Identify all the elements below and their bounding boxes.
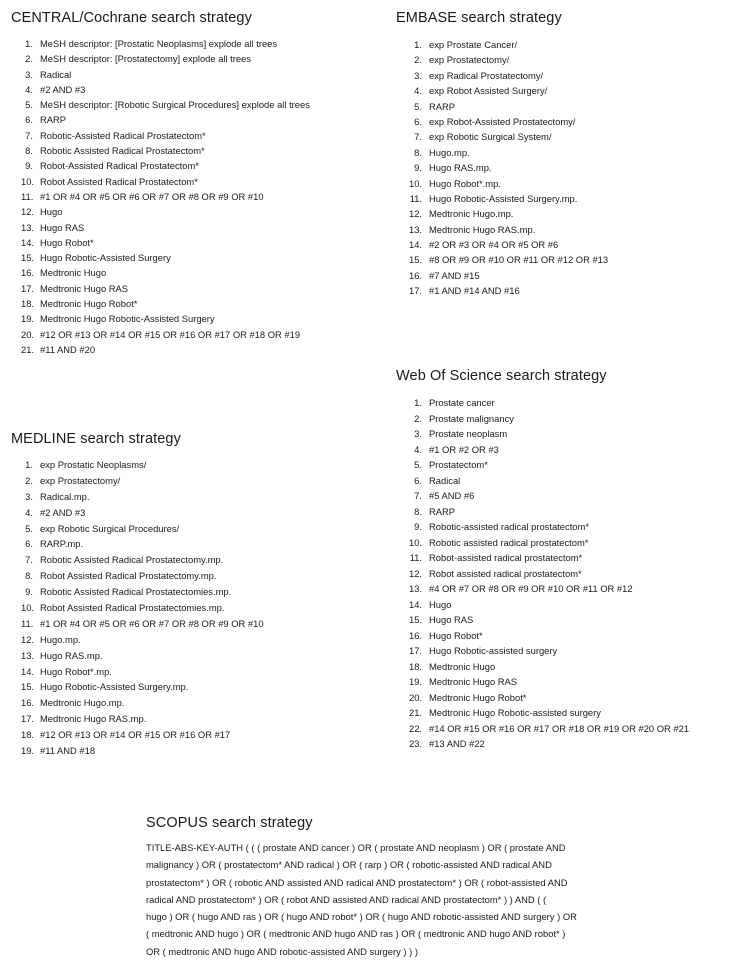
item-text: MeSH descriptor: [Robotic Surgical Procedures] explode all trees	[40, 99, 310, 111]
wos-section	[396, 368, 689, 752]
item-text: #7 AND #15	[429, 269, 480, 281]
medline-list	[21, 457, 264, 759]
item-number: 12.	[409, 208, 423, 220]
list-item	[21, 250, 310, 265]
list-item	[21, 457, 264, 473]
item-number: 10.	[409, 536, 423, 548]
scopus-query-line: hugo ) OR ( hugo AND ras ) OR ( hugo AND robot* ) OR ( hugo AND robotic-assisted AND surgery ) OR	[146, 911, 577, 923]
item-text: Hugo Robot*	[429, 629, 483, 641]
item-number: 11.	[409, 552, 422, 563]
item-text: Hugo Robotic-Assisted Surgery	[40, 252, 171, 264]
list-item	[409, 129, 608, 144]
item-number: 8.	[25, 145, 33, 157]
scopus-section	[146, 815, 686, 960]
list-item	[409, 535, 689, 551]
list-item	[21, 97, 310, 112]
item-number: 9.	[25, 160, 33, 172]
scopus-query-line: ( medtronic AND hugo ) OR ( medtronic AND hugo AND ras ) OR ( medtronic AND hugo AND robot* )	[146, 928, 566, 940]
item-text: Medtronic Hugo Robot*	[429, 691, 527, 703]
item-text: Medtronic Hugo Robotic-assisted surgery	[429, 707, 601, 718]
item-number: 4.	[25, 83, 33, 95]
list-item	[21, 128, 310, 143]
item-number: 13.	[21, 221, 35, 233]
embase-list	[409, 37, 608, 299]
item-number: 3.	[25, 490, 33, 502]
item-text: #5 AND #6	[429, 490, 475, 501]
list-item	[409, 191, 608, 206]
item-text: Hugo Robotic-Assisted Surgery.mp.	[429, 192, 578, 204]
item-text: exp Robot Assisted Surgery/	[429, 85, 548, 97]
list-item	[409, 659, 689, 675]
list-item	[21, 727, 264, 743]
item-text: Hugo Robot*.mp.	[429, 177, 501, 189]
list-item	[409, 519, 689, 535]
item-text: MeSH descriptor: [Prostatic Neoplasms] explode all trees	[40, 38, 278, 49]
list-item	[21, 220, 310, 235]
list-item	[409, 488, 689, 504]
item-number: 7.	[25, 129, 33, 141]
list-item	[21, 189, 310, 204]
list-item	[409, 581, 689, 597]
item-number: 13.	[21, 649, 35, 661]
item-text: Robotic assisted radical prostatectom*	[429, 536, 589, 548]
item-number: 7.	[414, 490, 422, 501]
item-number: 12.	[409, 567, 423, 579]
item-text: Medtronic Hugo	[40, 267, 107, 279]
list-item	[409, 83, 608, 98]
item-number: 4.	[414, 443, 422, 455]
item-number: 2.	[414, 54, 422, 66]
item-text: Medtronic Hugo RAS.mp.	[429, 223, 536, 235]
item-text: RARP	[40, 114, 67, 126]
item-text: Robot Assisted Radical Prostatectom*	[40, 175, 198, 187]
item-text: Robotic Assisted Radical Prostatectomy.mp.	[40, 554, 224, 566]
item-text: exp Robot-Assisted Prostatectomy/	[429, 115, 576, 127]
list-item	[409, 206, 608, 221]
scopus-query-line: radical AND prostatectom* ) OR ( robot AND assisted AND radical AND prostatectom* ) ) AND ( (	[146, 893, 547, 905]
item-text: Medtronic Hugo Robotic-Assisted Surgery	[40, 313, 215, 325]
item-number: 9.	[25, 586, 33, 598]
item-text: Hugo RAS	[40, 221, 85, 233]
item-number: 22.	[409, 722, 423, 734]
item-text: #2 AND #3	[40, 83, 86, 95]
item-text: Hugo Robot*.mp.	[40, 665, 112, 677]
item-number: 10.	[21, 175, 35, 187]
list-item	[21, 600, 264, 616]
item-number: 18.	[21, 729, 35, 741]
list-item	[409, 252, 608, 267]
item-text: Hugo Robot*	[40, 236, 94, 248]
wos-heading: Web Of Science search strategy	[396, 368, 607, 384]
item-text: Prostate cancer	[429, 397, 495, 408]
item-number: 5.	[414, 100, 422, 112]
item-number: 18.	[21, 298, 35, 310]
list-item	[409, 674, 689, 690]
item-text: #4 OR #7 OR #8 OR #9 OR #10 OR #11 OR #12	[429, 583, 633, 594]
list-item	[409, 612, 689, 628]
item-text: Hugo.mp.	[40, 633, 81, 645]
list-item	[409, 721, 689, 737]
item-number: 2.	[25, 53, 33, 65]
item-number: 5.	[25, 99, 33, 111]
list-item	[409, 473, 689, 489]
item-number: 15.	[21, 252, 35, 264]
item-text: Medtronic Hugo Robot*	[40, 298, 138, 310]
embase-heading: EMBASE search strategy	[396, 10, 562, 26]
list-item	[21, 711, 264, 727]
item-text: Medtronic Hugo.mp.	[429, 208, 514, 220]
medline-section	[11, 431, 264, 759]
item-number: 16.	[21, 697, 35, 709]
list-item	[21, 489, 264, 505]
item-text: Hugo.mp.	[429, 146, 470, 158]
item-text: RARP	[429, 100, 456, 112]
item-number: 1.	[25, 459, 33, 470]
item-text: RARP.mp.	[40, 538, 84, 550]
item-text: Prostatectom*	[429, 459, 488, 470]
list-item	[21, 311, 310, 326]
scopus-query-line: OR ( medtronic AND hugo AND robotic-assisted AND surgery ) ) )	[146, 945, 418, 957]
item-number: 12.	[21, 206, 35, 218]
item-text: #12 OR #13 OR #14 OR #15 OR #16 OR #17 OR #18 OR #19	[40, 328, 301, 340]
list-item	[21, 679, 264, 695]
item-number: 13.	[409, 583, 423, 594]
list-item	[409, 442, 689, 458]
item-number: 4.	[25, 506, 33, 518]
item-text: exp Radical Prostatectomy/	[429, 69, 544, 81]
item-text: #13 AND #22	[429, 738, 485, 749]
item-number: 1.	[414, 39, 422, 50]
item-text: Robot-assisted radical prostatectom*	[429, 552, 583, 563]
item-number: 11.	[21, 190, 34, 202]
item-text: Hugo Robotic-Assisted Surgery.mp.	[40, 681, 189, 693]
item-number: 20.	[21, 328, 35, 340]
list-item	[21, 648, 264, 664]
item-text: RARP	[429, 505, 456, 517]
list-item	[409, 566, 689, 582]
scopus-query-line: TITLE-ABS-KEY-AUTH ( ( ( prostate AND cancer ) OR ( prostate AND neoplasm ) OR ( prostate AND	[146, 842, 566, 853]
item-text: exp Prostatic Neoplasms/	[40, 459, 147, 470]
list-item	[409, 705, 689, 721]
wos-list	[409, 395, 689, 752]
item-text: Radical	[40, 68, 72, 80]
item-number: 11.	[409, 192, 422, 204]
item-number: 13.	[409, 223, 423, 235]
item-number: 15.	[409, 614, 423, 625]
item-text: #2 AND #3	[40, 506, 86, 518]
list-item	[409, 37, 608, 52]
item-number: 1.	[414, 397, 422, 408]
item-number: 9.	[414, 162, 422, 174]
item-text: #1 AND #14 AND #16	[429, 285, 520, 297]
list-item	[21, 568, 264, 584]
item-number: 15.	[409, 254, 423, 266]
list-item	[21, 296, 310, 311]
list-item	[21, 281, 310, 296]
list-item	[21, 82, 310, 97]
item-number: 19.	[21, 745, 35, 757]
item-text: #1 OR #2 OR #3	[429, 443, 499, 455]
item-number: 14.	[409, 239, 423, 251]
item-text: Robot Assisted Radical Prostatectomy.mp.	[40, 570, 217, 582]
list-item	[21, 143, 310, 158]
list-item	[409, 237, 608, 252]
item-text: Robot assisted radical prostatectom*	[429, 567, 582, 579]
item-text: Hugo RAS.mp.	[40, 649, 103, 661]
item-text: exp Robotic Surgical System/	[429, 131, 552, 143]
item-text: exp Prostatectomy/	[40, 474, 121, 486]
item-text: Robotic Assisted Radical Prostatectom*	[40, 145, 205, 157]
item-text: exp Prostate Cancer/	[429, 39, 518, 50]
list-item	[409, 160, 608, 175]
item-number: 2.	[25, 474, 33, 486]
item-text: #8 OR #9 OR #10 OR #11 OR #12 OR #13	[429, 254, 609, 266]
scopus-query-line: prostatectom* ) OR ( robotic AND assisted AND radical AND prostatectom* ) OR ( robot-assisted AND	[146, 876, 568, 888]
list-item	[409, 283, 608, 298]
item-number: 17.	[409, 285, 423, 297]
item-text: Robotic-Assisted Radical Prostatectom*	[40, 129, 206, 141]
item-number: 5.	[25, 522, 33, 534]
item-number: 21.	[21, 343, 35, 355]
central-section	[11, 10, 310, 357]
list-item	[409, 690, 689, 706]
list-item	[409, 550, 689, 566]
item-number: 6.	[414, 474, 422, 486]
list-item	[409, 395, 689, 411]
item-number: 11.	[21, 617, 34, 629]
list-item	[21, 67, 310, 82]
list-item	[409, 222, 608, 237]
item-number: 10.	[409, 177, 423, 189]
list-item	[21, 327, 310, 342]
item-number: 5.	[414, 459, 422, 470]
item-number: 8.	[25, 570, 33, 582]
item-text: #1 OR #4 OR #5 OR #6 OR #7 OR #8 OR #9 OR #10	[40, 617, 264, 629]
item-number: 6.	[414, 115, 422, 127]
item-number: 14.	[409, 598, 423, 610]
scopus-query	[146, 839, 686, 960]
central-heading: CENTRAL/Cochrane search strategy	[11, 10, 252, 26]
list-item	[21, 112, 310, 127]
list-item	[21, 664, 264, 680]
item-text: MeSH descriptor: [Prostatectomy] explode all trees	[40, 53, 252, 65]
list-item	[409, 628, 689, 644]
list-item	[21, 158, 310, 173]
list-item	[21, 616, 264, 632]
item-text: Hugo	[429, 598, 452, 610]
item-text: #1 OR #4 OR #5 OR #6 OR #7 OR #8 OR #9 OR #10	[40, 190, 264, 202]
list-item	[21, 521, 264, 537]
item-number: 15.	[21, 681, 35, 693]
list-item	[21, 235, 310, 250]
item-number: 3.	[25, 68, 33, 80]
item-number: 17.	[21, 713, 35, 725]
list-item	[21, 505, 264, 521]
list-item	[21, 265, 310, 280]
list-item	[409, 597, 689, 613]
list-item	[409, 643, 689, 659]
item-number: 8.	[414, 146, 422, 158]
item-number: 12.	[21, 633, 35, 645]
item-text: Radical	[429, 474, 461, 486]
list-item	[409, 736, 689, 752]
list-item	[409, 99, 608, 114]
item-number: 16.	[21, 267, 35, 279]
item-text: #11 AND #20	[40, 343, 96, 355]
list-item	[21, 632, 264, 648]
item-number: 6.	[25, 538, 33, 550]
scopus-query-line: malignancy ) OR ( prostatectom* AND radical ) OR ( rarp ) OR ( robotic-assisted AND radical AND	[146, 859, 552, 871]
list-item	[409, 268, 608, 283]
item-number: 16.	[409, 629, 423, 641]
item-text: Medtronic Hugo.mp.	[40, 697, 125, 709]
item-text: #11 AND #18	[40, 745, 96, 757]
item-number: 18.	[409, 660, 423, 672]
item-number: 3.	[414, 428, 422, 439]
item-number: 16.	[409, 269, 423, 281]
item-text: Prostate malignancy	[429, 412, 514, 424]
item-number: 10.	[21, 602, 35, 614]
central-list	[21, 36, 310, 357]
item-number: 9.	[414, 521, 422, 532]
list-item	[409, 114, 608, 129]
item-number: 8.	[414, 505, 422, 517]
list-item	[21, 204, 310, 219]
item-text: #12 OR #13 OR #14 OR #15 OR #16 OR #17	[40, 729, 231, 741]
item-number: 19.	[21, 313, 35, 325]
item-number: 14.	[21, 665, 35, 677]
item-text: Prostate neoplasm	[429, 428, 508, 439]
list-item	[21, 51, 310, 66]
embase-section	[396, 10, 608, 299]
item-text: Robotic-assisted radical prostatectom*	[429, 521, 589, 532]
item-text: Medtronic Hugo RAS.mp.	[40, 713, 147, 725]
list-item	[409, 145, 608, 160]
item-number: 23.	[409, 738, 423, 749]
list-item	[21, 36, 310, 51]
item-text: Radical.mp.	[40, 490, 90, 502]
item-text: Hugo RAS	[429, 614, 474, 625]
list-item	[21, 584, 264, 600]
item-number: 7.	[414, 131, 422, 143]
list-item	[409, 52, 608, 67]
list-item	[409, 176, 608, 191]
item-text: exp Prostatectomy/	[429, 54, 510, 66]
item-text: #2 OR #3 OR #4 OR #5 OR #6	[429, 239, 559, 251]
item-number: 20.	[409, 691, 423, 703]
item-text: #14 OR #15 OR #16 OR #17 OR #18 OR #19 OR #20 OR #21	[429, 722, 690, 734]
item-number: 6.	[25, 114, 33, 126]
list-item	[21, 552, 264, 568]
item-number: 17.	[21, 282, 35, 294]
list-item	[21, 743, 264, 759]
list-item	[21, 695, 264, 711]
item-number: 4.	[414, 85, 422, 97]
item-text: Hugo	[40, 206, 63, 218]
item-text: Hugo RAS.mp.	[429, 162, 492, 174]
item-number: 17.	[409, 645, 423, 656]
list-item	[21, 473, 264, 489]
list-item	[409, 504, 689, 520]
item-number: 21.	[409, 707, 423, 718]
list-item	[409, 457, 689, 473]
list-item	[21, 174, 310, 189]
item-number: 1.	[25, 38, 33, 49]
item-number: 14.	[21, 236, 35, 248]
item-text: Robot Assisted Radical Prostatectomies.mp.	[40, 602, 225, 614]
list-item	[409, 411, 689, 427]
item-number: 2.	[414, 412, 422, 424]
item-text: Hugo Robotic-assisted surgery	[429, 645, 558, 656]
item-text: exp Robotic Surgical Procedures/	[40, 522, 180, 534]
item-text: Medtronic Hugo	[429, 660, 496, 672]
item-text: Medtronic Hugo RAS	[429, 676, 518, 687]
item-text: Medtronic Hugo RAS	[40, 282, 129, 294]
list-item	[409, 68, 608, 83]
list-item	[21, 536, 264, 552]
medline-heading: MEDLINE search strategy	[11, 431, 181, 447]
list-item	[409, 426, 689, 442]
item-text: Robotic Assisted Radical Prostatectomies.mp.	[40, 586, 232, 598]
list-item	[21, 342, 310, 357]
scopus-heading: SCOPUS search strategy	[146, 815, 313, 831]
item-number: 3.	[414, 69, 422, 81]
item-text: Robot-Assisted Radical Prostatectom*	[40, 160, 199, 172]
item-number: 19.	[409, 676, 423, 687]
item-number: 7.	[25, 554, 33, 566]
